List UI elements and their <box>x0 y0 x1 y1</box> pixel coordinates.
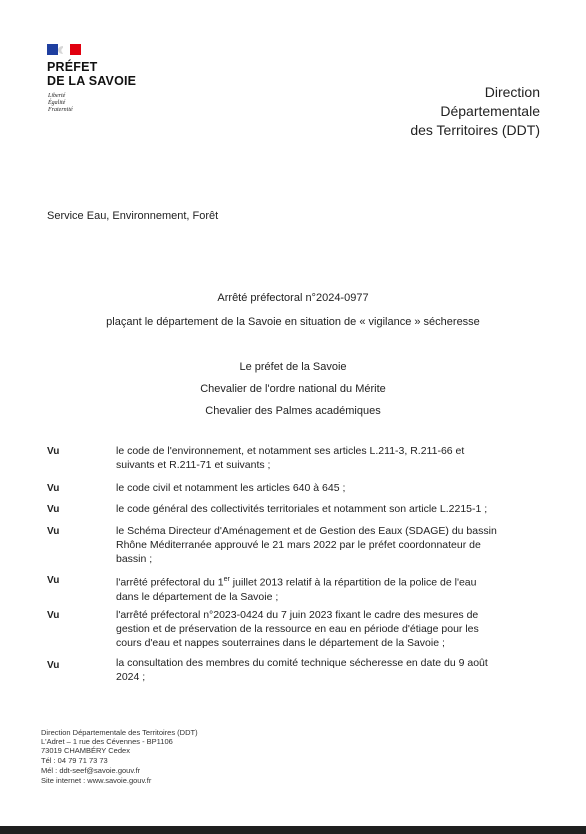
vu-line: Rhône Méditerranée approuvé le 21 mars 2022 par le préfet coordonnateur de <box>116 539 481 551</box>
vu-line: gestion et de préservation de la ressource en eau en période d'étiage pour les <box>116 623 479 635</box>
vu-label: Vu <box>47 483 60 494</box>
vu-label: Vu <box>47 610 60 621</box>
vu-item <box>116 608 538 650</box>
vu-line: le code général des collectivités territoriales et notamment son article L.2215-1 ; <box>116 503 488 515</box>
footer-website: Site internet : www.savoie.gouv.fr <box>41 776 152 785</box>
vu-line: cours d'eau et nappes souterraines dans le département de la Savoie ; <box>116 637 445 649</box>
authority-honor-2: Chevalier des Palmes académiques <box>205 405 381 417</box>
motto-egalite: Égalité <box>48 100 66 106</box>
footer-address: L'Adret – 1 rue des Cévennes - BP1106 <box>41 737 173 746</box>
vu-line: le code de l'environnement, et notamment ses articles L.211-3, R.211-66 et <box>116 445 465 457</box>
direction-line-3: des Territoires (DDT) <box>410 122 540 138</box>
vu-label: Vu <box>47 504 60 515</box>
scan-border <box>0 826 586 834</box>
vu-item <box>116 444 538 472</box>
french-flag-logo <box>47 44 81 55</box>
savoie-label: DE LA SAVOIE <box>47 74 137 88</box>
vu-label: Vu <box>47 446 60 457</box>
authority-honor-1: Chevalier de l'ordre national du Mérite <box>200 383 386 395</box>
footer-city: 73019 CHAMBÉRY Cedex <box>41 746 130 755</box>
vu-line: bassin ; <box>116 553 153 565</box>
prefet-label: PRÉFET <box>47 60 98 74</box>
vu-item <box>116 481 538 495</box>
marianne-icon <box>54 45 70 55</box>
vu-label: Vu <box>47 660 60 671</box>
vu-line: 2024 ; <box>116 671 146 683</box>
service-name: Service Eau, Environnement, Forêt <box>47 210 219 222</box>
vu-item <box>116 524 538 566</box>
vu-label: Vu <box>47 526 60 537</box>
authority-title: Le préfet de la Savoie <box>239 361 347 373</box>
vu-line: dans le département de la Savoie ; <box>116 590 279 603</box>
vu-line: l'arrêté préfectoral du 1er juillet 2013 relatif à la répartition de la police de l'eau <box>116 576 477 589</box>
motto-fraternite: Fraternité <box>48 107 73 113</box>
vu-label: Vu <box>47 575 60 586</box>
direction-line-1: Direction <box>484 84 540 100</box>
motto-liberte: Liberté <box>48 93 66 99</box>
footer-phone: Tél : 04 79 71 73 73 <box>41 756 108 765</box>
vu-item <box>116 573 538 604</box>
direction-line-2: Départementale <box>440 103 540 119</box>
vu-line: le Schéma Directeur d'Aménagement et de Gestion des Eaux (SDAGE) du bassin <box>116 525 497 537</box>
footer-email: Mél : ddt-seef@savoie.gouv.fr <box>41 766 141 775</box>
vu-line: suivants et R.211-71 et suivants ; <box>116 459 271 471</box>
decree-subject: plaçant le département de la Savoie en situation de « vigilance » sécheresse <box>106 316 480 328</box>
vu-item <box>116 502 538 516</box>
vu-line: l'arrêté préfectoral n°2023-0424 du 7 juin 2023 fixant le cadre des mesures de <box>116 609 479 621</box>
vu-item <box>116 656 538 684</box>
vu-line: la consultation des membres du comité technique sécheresse en date du 9 août <box>116 657 488 669</box>
decree-number: Arrêté préfectoral n°2024-0977 <box>217 292 369 304</box>
vu-line: le code civil et notamment les articles 640 à 645 ; <box>116 482 346 494</box>
footer-org: Direction Départementale des Territoires (DDT) <box>41 728 198 737</box>
